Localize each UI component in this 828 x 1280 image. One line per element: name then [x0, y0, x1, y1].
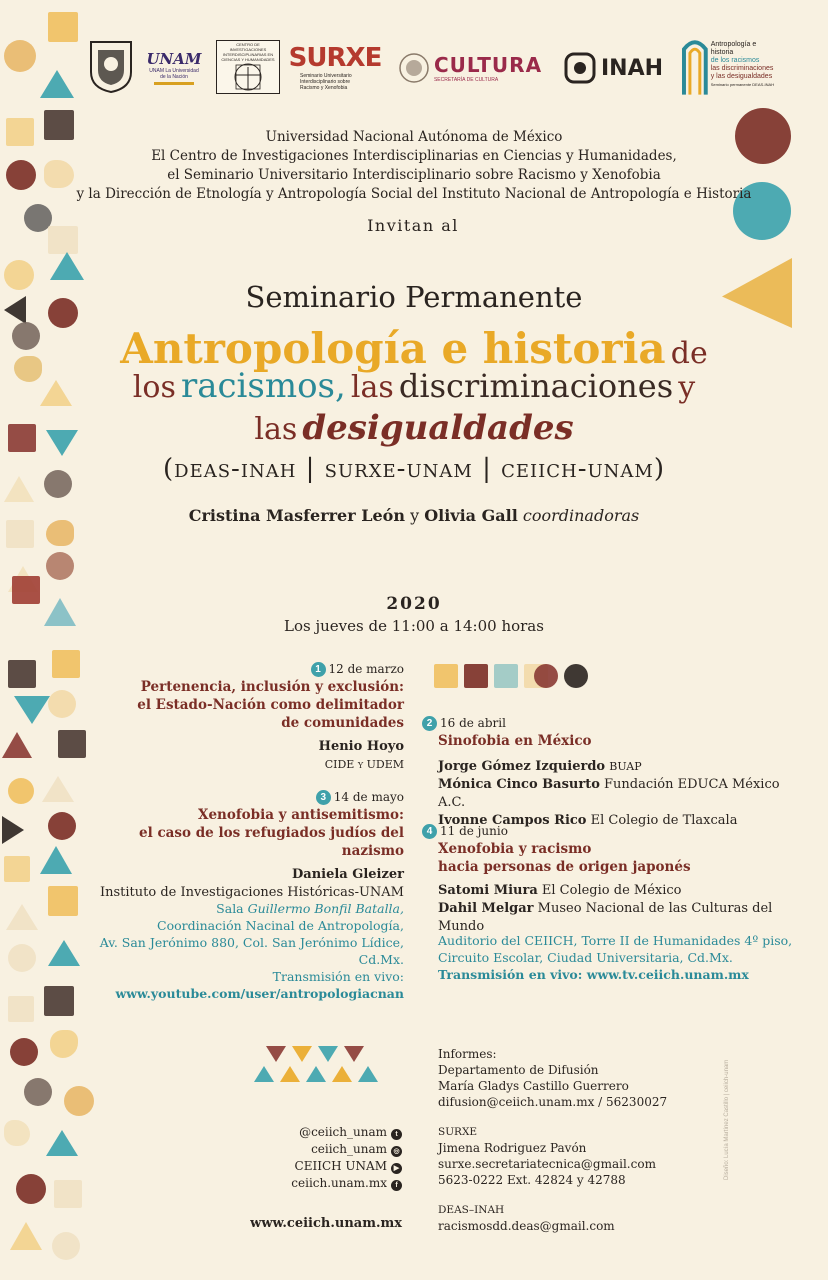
informes-block: Informes: Departamento de Difusión María Gladys Castillo Guerrero difusion@ceiich.unam.mx / 56230027	[438, 1046, 798, 1110]
youtube-handle[interactable]: CEIICH UNAM ▶	[220, 1158, 402, 1175]
venue-right: Auditorio del CEIICH, Torre II de Humanidades 4º piso, Circuito Escolar, Ciudad Universitaria, Cd.Mx. Transmisión en vivo: www.tv.ceiich.unam.mx	[438, 933, 793, 982]
title-las: las	[350, 370, 394, 405]
session-3-date: 3 14 de mayo	[90, 788, 404, 806]
seminar-logo: Antropología e historia de los racismos las discriminaciones y las desigualdades Seminario permanente DEAS-INAH	[682, 34, 780, 96]
session-2-speakers: Jorge Gómez Izquierdo BUAP Mónica Cinco Basurto Fundación EDUCA México A.C. Ivonne Campos Rico El Colegio de Tlaxcala	[438, 759, 780, 828]
host-line-3: el Seminario Universitario Interdisciplinario sobre Racismo y Xenofobia	[167, 167, 661, 183]
unam-seal-logo	[86, 38, 136, 94]
session-2-date: 2 16 de abril	[422, 714, 802, 732]
session-number-badge: 2	[422, 716, 437, 731]
hosts-block	[0, 128, 828, 204]
coordinators	[0, 506, 828, 525]
session-3	[90, 788, 404, 902]
session-2	[422, 714, 802, 830]
title-line-4	[0, 408, 828, 448]
inah-logo: INAH	[558, 48, 668, 88]
seminar-arch-icon	[682, 35, 708, 95]
youtube-icon: ▶	[391, 1163, 402, 1174]
ceiich-logo: CENTRO DE INVESTIGACIONES INTERDISCIPLINARIAS EN CIENCIAS Y HUMANIDADES	[216, 40, 280, 94]
session-1-date: 1 12 de marzo	[90, 660, 404, 678]
session-4-speakers: Satomi Miura El Colegio de México Dahil Melgar Museo Nacional de las Culturas del Mundo	[438, 883, 773, 934]
deas-contact-block: DEAS–INAH racismosdd.deas@gmail.com	[438, 1202, 798, 1234]
facebook-icon: f	[391, 1180, 402, 1191]
deas-email[interactable]: racismosdd.deas@gmail.com	[438, 1219, 615, 1233]
surxe-email[interactable]: surxe.secretariatecnica@gmail.com	[438, 1157, 656, 1171]
logos-row	[86, 34, 776, 100]
title-los: los	[132, 370, 176, 405]
year: 2020	[386, 594, 442, 614]
website-link[interactable]: www.ceiich.unam.mx	[250, 1216, 402, 1231]
coordinator-1: Cristina Masferrer León	[188, 506, 405, 525]
coordinator-2: Olivia Gall	[424, 506, 518, 525]
session-number-badge: 3	[316, 790, 331, 805]
difusion-contact[interactable]: difusion@ceiich.unam.mx / 56230027	[438, 1095, 668, 1109]
ceiich-tv-link[interactable]: Transmisión en vivo: www.tv.ceiich.unam.mx	[438, 967, 749, 982]
inah-glyph-icon	[563, 51, 597, 85]
title-y: y	[678, 370, 696, 405]
design-credit: Diseño: Lucía Martínez Castillo | ceiich-unam	[724, 1059, 730, 1180]
instagram-icon: ◎	[391, 1146, 402, 1157]
title-line-1: Seminario Permanente	[245, 280, 583, 314]
instagram-handle[interactable]: ceiich_unam ◎	[220, 1141, 402, 1158]
cultura-logo: CULTURA SECRETARÍA DE CULTURA	[392, 46, 548, 90]
vitruvian-icon	[228, 62, 268, 92]
coordinators-role: coordinadoras	[522, 506, 640, 525]
session-1-speaker: Henio Hoyo CIDE y UDEM	[318, 739, 404, 771]
title-line-3	[0, 366, 828, 406]
session-4-date: 4 11 de junio	[422, 822, 802, 840]
youtube-link[interactable]: www.youtube.com/user/antropologiacnan	[115, 986, 404, 1001]
host-line-1: Universidad Nacional Autónoma de México	[265, 129, 563, 145]
session-1-title: Pertenencia, inclusión y exclusión: el Estado-Nación como delimitador de comunidades	[137, 679, 404, 731]
surxe-logo: SURXE Seminario Universitario Interdisciplinario sobre Racismo y Xenofobia	[288, 43, 382, 91]
session-3-title: Xenofobia y antisemitismo: el caso de los refugiados judíos del nazismo	[139, 807, 404, 859]
session-2-title: Sinofobia en México	[438, 733, 592, 749]
session-number-badge: 4	[422, 824, 437, 839]
mexico-eagle-icon	[398, 52, 430, 84]
title-racismos: racismos,	[180, 366, 346, 406]
title-anthropology: Antropología e historia	[120, 324, 666, 373]
decorative-swatches	[434, 662, 594, 690]
title-discriminaciones: discriminaciones	[398, 367, 674, 405]
session-4-title: Xenofobia y racismo hacia personas de origen japonés	[438, 841, 691, 875]
session-number-badge: 1	[311, 662, 326, 677]
title-las-2: las	[254, 412, 298, 447]
facebook-handle[interactable]: ceiich.unam.mx f	[220, 1175, 402, 1192]
surxe-contact-block: SURXE Jimena Rodriguez Pavón surxe.secretariatecnica@gmail.com 5623-0222 Ext. 42824 y 42788	[438, 1124, 798, 1188]
host-line-4: y la Dirección de Etnología y Antropología Social del Instituto Nacional de Antropología e Historia	[76, 186, 752, 202]
coordinators-conj: y	[410, 506, 420, 525]
host-line-2: El Centro de Investigaciones Interdisciplinarias en Ciencias y Humanidades,	[151, 148, 677, 164]
social-links	[220, 1124, 402, 1192]
session-1	[90, 660, 404, 774]
invite-text: Invitan al	[367, 216, 459, 235]
decorative-triangles	[254, 1046, 394, 1086]
schedule-time: Los jueves de 11:00 a 14:00 horas	[284, 617, 544, 635]
title-de: de	[670, 336, 708, 371]
unam-seal-icon	[86, 38, 136, 94]
session-3-speaker: Daniela Gleizer Instituto de Investigaciones Históricas-UNAM	[99, 867, 404, 900]
title-desigualdades: desigualdades	[302, 408, 574, 448]
twitter-handle[interactable]: @ceiich_unam t	[220, 1124, 402, 1141]
title-organizations: (deas-inah | surxe-unam | ceiich-unam)	[163, 454, 665, 484]
unam-slogan-logo: UNAM UNAM La Universidad de la Nación	[146, 44, 202, 90]
twitter-icon: t	[391, 1129, 402, 1140]
venue-left: Sala Guillermo Bonfil Batalla, Coordinación Nacinal de Antropología, Av. San Jerónimo 880, Col. San Jerónimo Lídice, Cd.Mx. Transmisión en vivo: www.youtube.com/user/antropologiacnan	[99, 901, 404, 1001]
session-4	[422, 822, 802, 936]
